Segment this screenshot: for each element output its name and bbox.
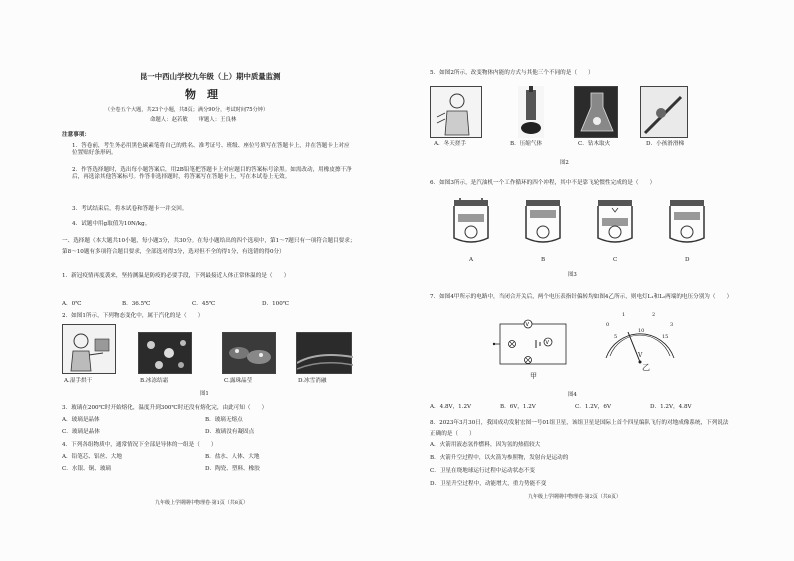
figure3-label: 图3 <box>568 272 577 278</box>
figure3-stroke-c <box>592 198 638 246</box>
figure3-label-b: B <box>541 257 546 263</box>
figure1-frost-image <box>138 332 192 374</box>
figure2-caption-a: A．冬天搓手 <box>434 141 467 147</box>
meter-scale-top-0: 0 <box>606 322 610 328</box>
figure1-dew-image <box>222 332 276 374</box>
q2-stem: 2．如图1所示，下列物态变化中，属于汽化的是（ ） <box>62 313 204 319</box>
q5-stem: 5．如图2所示，改变物体内能的方式与其他三个不同的是（ ） <box>430 70 594 76</box>
q6-stem: 6．如图3所示，是汽油机一个工作循环的四个冲程，其中不是靠飞轮惯性完成的是（ ） <box>430 180 656 186</box>
q4-option-c: C．水银、铜、玻璃 <box>62 466 112 472</box>
figure2-caption-d: D．小孩滑滑梯 <box>646 141 685 147</box>
q7-stem: 7．如图4甲所示的电路中，当闭合开关后，两个电压表指针偏转均如图4乙所示，则电灯L₁和L₂两端的电压分别为（ ） <box>430 294 733 300</box>
voltmeter-dial <box>600 318 680 368</box>
figure3-label-a: A <box>469 257 474 263</box>
figure4-label: 图4 <box>568 392 577 398</box>
figure4-circuit-diagram <box>492 316 576 372</box>
q1-option-d: D．100℃ <box>262 301 290 307</box>
q4-option-d: D．陶瓷、塑料、橡胶 <box>205 466 260 472</box>
meter-scale-top-1: 1 <box>622 312 626 318</box>
figure1-caption-b: B.冰冻结霜 <box>140 378 169 384</box>
q8-option-c: C．卫星在绕地球运行过程中运动状态不变 <box>430 468 535 474</box>
note-3: 3．考试结束后，将本试卷和答题卡一并交回。 <box>72 206 188 212</box>
figure2-caption-c: C．钻木取火 <box>578 141 611 147</box>
section1-intro: 一、选择题（本大题共10小题，每小题3分，共30分。在每小题给出的四个选项中，第1～7题只有一项符合题目要求；第8～10题有多项符合题目要求，全部选对得3分，选对但不全的得1分，有选错的得0分） <box>62 238 356 255</box>
page2-footer: 九年级上学期期中物理卷·第2页（共8页） <box>528 494 621 500</box>
q4-stem: 4．下列各组物质中，通常情况下全部是导体的一组是（ ） <box>62 442 217 448</box>
q7-option-d: D．1.2V，4.8V <box>650 404 692 410</box>
figure2-air-pump-image <box>518 86 544 138</box>
note-1: 1．答卷前，考生务必用黑色碳素笔将自己的姓名、准考证号、班级、座位号填写在答题卡上，并在答题卡上对应位置贴好条形码。 <box>72 143 350 156</box>
figure2-label: 图2 <box>560 160 569 166</box>
q1-option-b: B．36.5℃ <box>122 301 151 307</box>
exam-title: 昆一中西山学校九年级（上）期中质量监测 <box>140 72 281 81</box>
figure3-stroke-b <box>520 198 566 246</box>
meter-scale-bottom-15: 15 <box>662 334 669 340</box>
figure1-hand-dryer-image <box>62 324 116 374</box>
notes-heading: 注意事项： <box>62 132 90 138</box>
note-2: 2．作答选择题时，选出每小题答案后，用2B铅笔把答题卡上对应题目的答案标号涂黑。如需改动，用橡皮擦干净后，再选涂其他答案标号。作答非选择题时，将答案写在答题卡上，写在本试卷上无效。 <box>72 167 352 180</box>
authors-line: 命题人：赵若敏 审题人：王良林 <box>150 117 237 123</box>
q8-option-a: A．火箭用液态氢作燃料，因为氢的热值较大 <box>430 442 541 448</box>
q8-stem: 8．2023年3月30日，我国成功发射宏图一号01组卫星，该组卫星是国际上首个四星编队飞行的对地成像系统，下列说法正确的是（ ） <box>430 420 729 437</box>
figure3-stroke-d <box>664 198 710 246</box>
q7-option-c: C．1.2V，6V <box>575 404 612 410</box>
figure2-caption-b: B．压缩气体 <box>510 141 543 147</box>
meter-scale-top-3: 3 <box>670 322 674 328</box>
figure3-label-c: C <box>613 257 618 263</box>
q1-stem: 1．新冠疫情再度袭来，坚持测温是防疫的必要手段，下列最接近人体正常体温的是（ ） <box>62 273 290 279</box>
q4-option-a: A．铅笔芯、铝丝、大地 <box>62 454 122 460</box>
figure2-slide-image <box>640 86 688 138</box>
figure4-sub-label-yi: 乙 <box>642 363 650 372</box>
q3-option-d: D．玻璃没有凝固点 <box>205 429 255 435</box>
q7-option-a: A．4.8V，1.2V <box>430 404 472 410</box>
q8-option-d: D．卫星升空过程中，动能增大，重力势能不变 <box>430 481 547 487</box>
svg-text:V: V <box>545 340 549 346</box>
q1-option-a: A．0℃ <box>62 301 82 307</box>
figure1-caption-c: C.露珠晶莹 <box>224 378 253 384</box>
meter-scale-bottom-5: 5 <box>614 334 618 340</box>
q1-option-c: C．45℃ <box>192 301 216 307</box>
q3-option-c: C．玻璃是晶体 <box>62 429 100 435</box>
figure1-ice-melting-image <box>296 332 352 374</box>
figure3-stroke-a <box>448 198 494 246</box>
q7-option-b: B．6V，1.2V <box>500 404 536 410</box>
meter-scale-bottom-10: 10 <box>638 328 645 334</box>
q3-option-a: A．玻璃是晶体 <box>62 417 100 423</box>
exam-info: （全卷五个大题，共23个小题，共8页；满分90分，考试时间75分钟） <box>105 107 269 113</box>
meter-unit: V <box>638 352 643 359</box>
figure4-sub-label-jia: 甲 <box>530 372 537 380</box>
q4-option-b: B．盐水、人体、大地 <box>205 454 260 460</box>
figure3-label-d: D <box>685 257 690 263</box>
subject-title: 物 理 <box>185 88 218 101</box>
note-4: 4．试题中用g取值为10N/kg。 <box>72 221 151 227</box>
meter-scale-top-2: 2 <box>652 312 656 318</box>
figure2-flask-image <box>574 86 618 138</box>
q8-option-b: B．火箭升空过程中，以火箭为参照物，发射台是运动的 <box>430 455 569 461</box>
q3-option-b: B．玻璃无熔点 <box>205 417 243 423</box>
figure1-caption-a: A.湿手烘干 <box>64 378 93 384</box>
figure1-caption-d: D.冰雪消融 <box>298 378 327 384</box>
page1-footer: 九年级上学期期中物理卷·第1页（共8页） <box>155 500 248 506</box>
figure1-label: 图1 <box>200 391 209 397</box>
q3-stem: 3．玻璃在200℃时开始熔化，温度升到300℃时还没有熔化完，由此可知（ ） <box>62 405 268 411</box>
figure2-rubbing-hands-image <box>430 86 482 138</box>
svg-text:V: V <box>525 322 529 328</box>
